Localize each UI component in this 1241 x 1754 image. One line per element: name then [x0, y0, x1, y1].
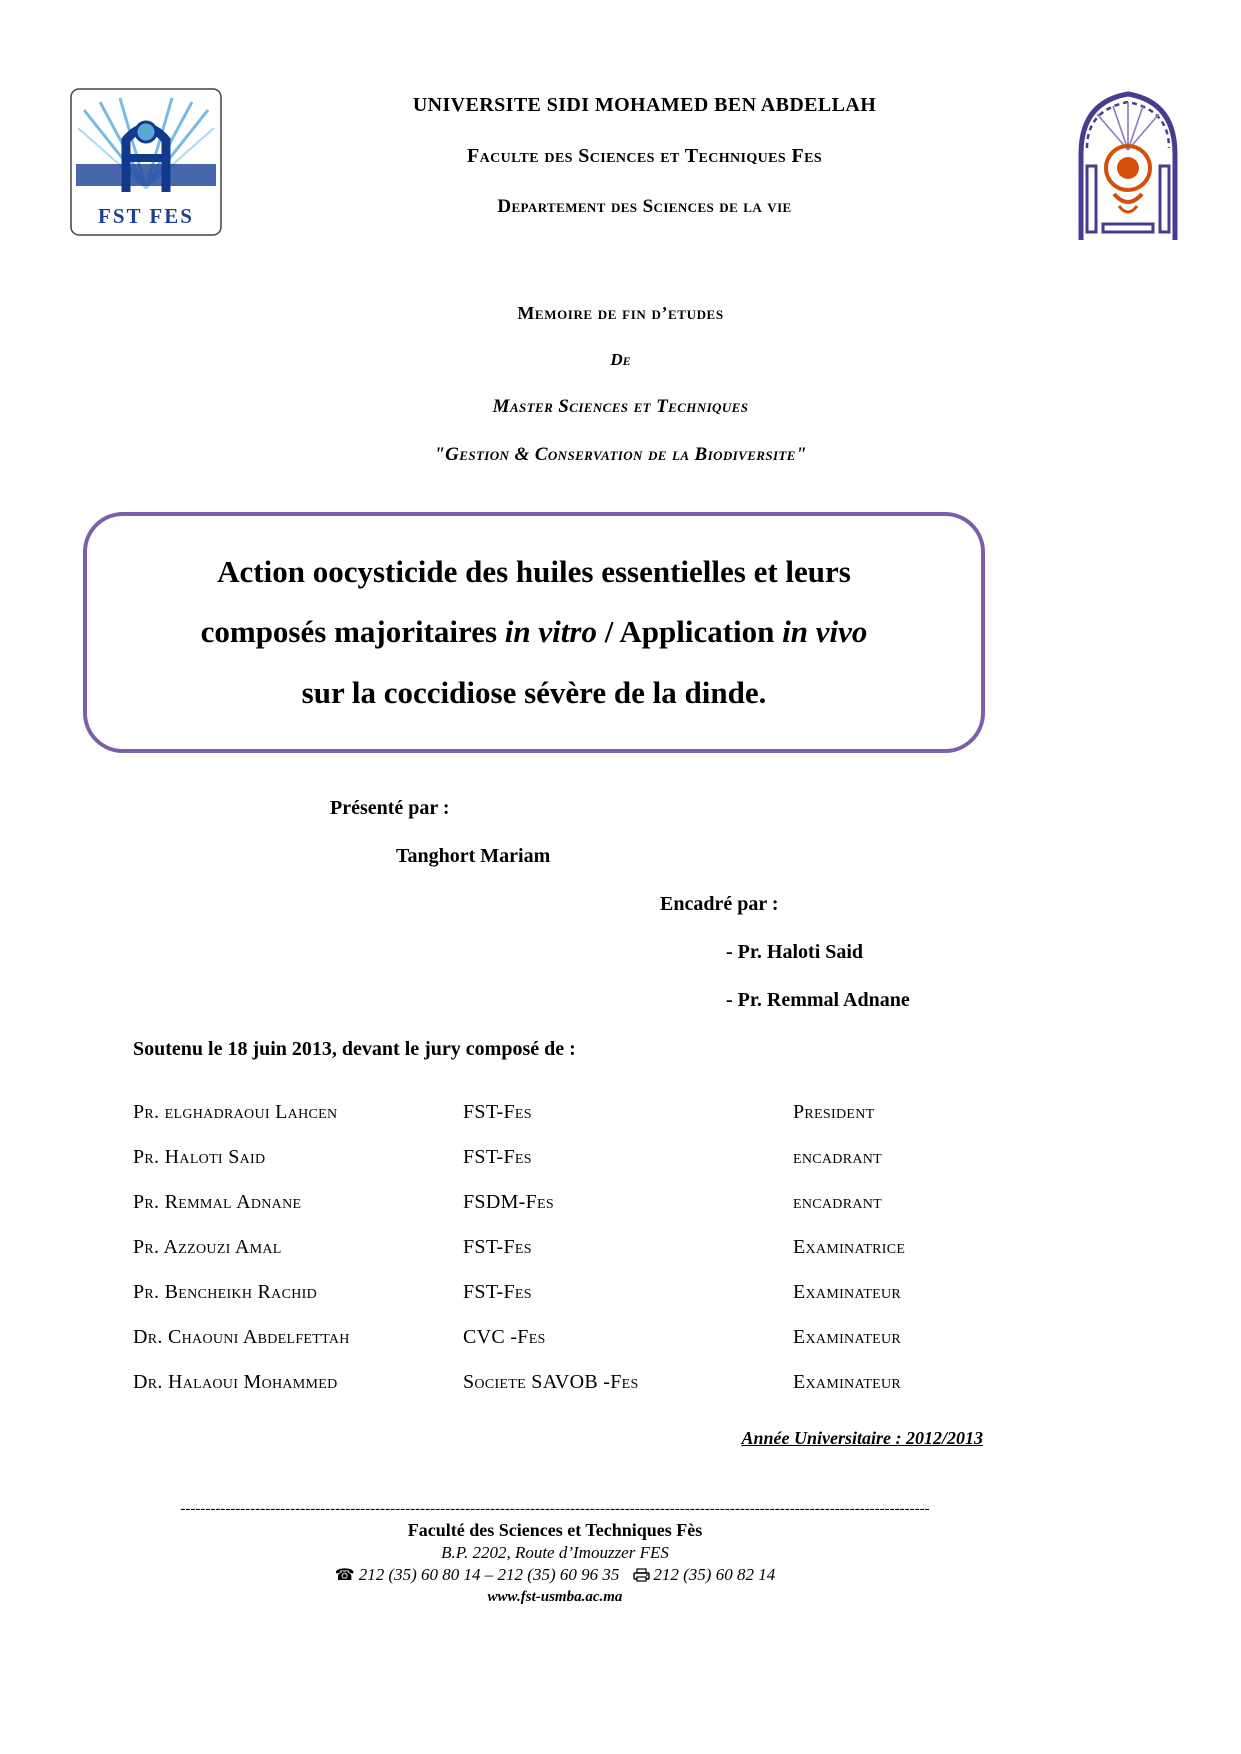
jury-member-name: Pr. Remmal Adnane: [133, 1191, 302, 1214]
title-line2-normal-a: composés majoritaires: [200, 614, 505, 650]
jury-member-role: encadrant: [793, 1191, 883, 1214]
jury-table: [133, 1101, 1241, 1394]
jury-member-role: Examinatrice: [793, 1236, 906, 1259]
header: [0, 0, 1241, 251]
academic-year: Année Universitaire : 2012/2013: [741, 1428, 983, 1449]
footer-faculty-name: Faculté des Sciences et Techniques Fès: [407, 1520, 703, 1541]
jury-member-role: Examinateur: [793, 1281, 902, 1304]
jury-member-name: Dr. Chaouni Abdelfettah: [133, 1326, 350, 1349]
footer-fax-number: 212 (35) 60 82 14: [653, 1565, 776, 1585]
jury-member-institution: CVC -Fes: [463, 1326, 546, 1349]
jury-row: [133, 1326, 1033, 1349]
title-line3: sur la coccidiose sévère de la dinde.: [301, 674, 767, 710]
usmba-emblem-graphic: [1067, 88, 1189, 246]
title-in-vivo: in vivo: [782, 614, 868, 650]
author-name: Tanghort Mariam: [396, 845, 551, 868]
footer-phone-numbers: 212 (35) 60 80 14 – 212 (35) 60 96 35: [358, 1565, 620, 1585]
fst-logo-label: FST FES: [98, 204, 194, 228]
title-line1: Action oocysticide des huiles essentielles et leurs: [217, 554, 851, 589]
jury-row: [133, 1191, 1033, 1214]
fax-icon: [633, 1568, 650, 1582]
jury-member-role: Examinateur: [793, 1326, 902, 1349]
master-name: Master Sciences et Techniques: [492, 396, 749, 417]
title-line2: [201, 614, 868, 649]
memoire-block: [0, 303, 1241, 466]
usmba-emblem-logo: [1067, 88, 1189, 251]
presented-by-label: Présenté par :: [330, 797, 450, 820]
jury-member-name: Pr. elghadraoui Lahcen: [133, 1101, 338, 1124]
jury-member-institution: FST-Fes: [463, 1236, 532, 1259]
jury-member-role: President: [793, 1101, 875, 1124]
jury-member-name: Pr. Bencheikh Rachid: [133, 1281, 318, 1304]
defense-date-line: Soutenu le 18 juin 2013, devant le jury composé de :: [133, 1038, 576, 1061]
footer-divider: ------------------------------------------------------------------------------------------------------------------------------------------------------: [180, 1501, 930, 1518]
jury-member-name: Pr. Azzouzi Amal: [133, 1236, 282, 1259]
supervisor-1: - Pr. Haloti Said: [726, 941, 864, 964]
university-name: UNIVERSITE SIDI MOHAMED BEN ABDELLAH: [412, 94, 877, 116]
title-in-vitro: in vitro: [504, 614, 597, 650]
title-line2-normal-b: Application: [619, 614, 783, 650]
jury-row: [133, 1236, 1033, 1259]
jury-member-name: Dr. Halaoui Mohammed: [133, 1371, 338, 1394]
jury-row: [133, 1101, 1033, 1124]
fst-fes-logo: [70, 88, 222, 241]
memoire-title: Memoire de fin d’etudes: [517, 303, 724, 323]
jury-row: [133, 1281, 1033, 1304]
title-line2-slash: /: [596, 614, 620, 650]
supervisor-2: - Pr. Remmal Adnane: [726, 989, 910, 1012]
jury-member-role: Examinateur: [793, 1371, 902, 1394]
jury-member-institution: FST-Fes: [463, 1146, 532, 1169]
footer-website: www.fst-usmba.ac.ma: [487, 1589, 623, 1606]
jury-member-institution: FST-Fes: [463, 1281, 532, 1304]
footer-contact-line: [80, 1565, 1030, 1585]
jury-row: [133, 1146, 1033, 1169]
jury-row: [133, 1371, 1033, 1394]
memoire-de: De: [610, 350, 631, 369]
jury-member-name: Pr. Haloti Said: [133, 1146, 266, 1169]
jury-member-institution: FST-Fes: [463, 1101, 532, 1124]
phone-icon: ☎: [334, 1565, 355, 1585]
fst-fes-logo-graphic: [70, 88, 222, 236]
jury-member-role: encadrant: [793, 1146, 883, 1169]
footer-address: B.P. 2202, Route d’Imouzzer FES: [441, 1543, 669, 1563]
department-name: Departement des Sciences de la vie: [497, 196, 792, 217]
thesis-title-box: [83, 512, 985, 753]
footer: [80, 1501, 1030, 1606]
supervised-by-label: Encadré par :: [660, 893, 779, 916]
speciality-name: "Gestion & Conservation de la Biodiversite": [434, 444, 807, 465]
faculty-name: Faculte des Sciences et Techniques Fes: [466, 145, 823, 167]
jury-member-institution: FSDM-Fes: [463, 1191, 554, 1214]
jury-member-institution: Societe SAVOB -Fes: [463, 1371, 639, 1394]
header-text: [222, 88, 1067, 218]
